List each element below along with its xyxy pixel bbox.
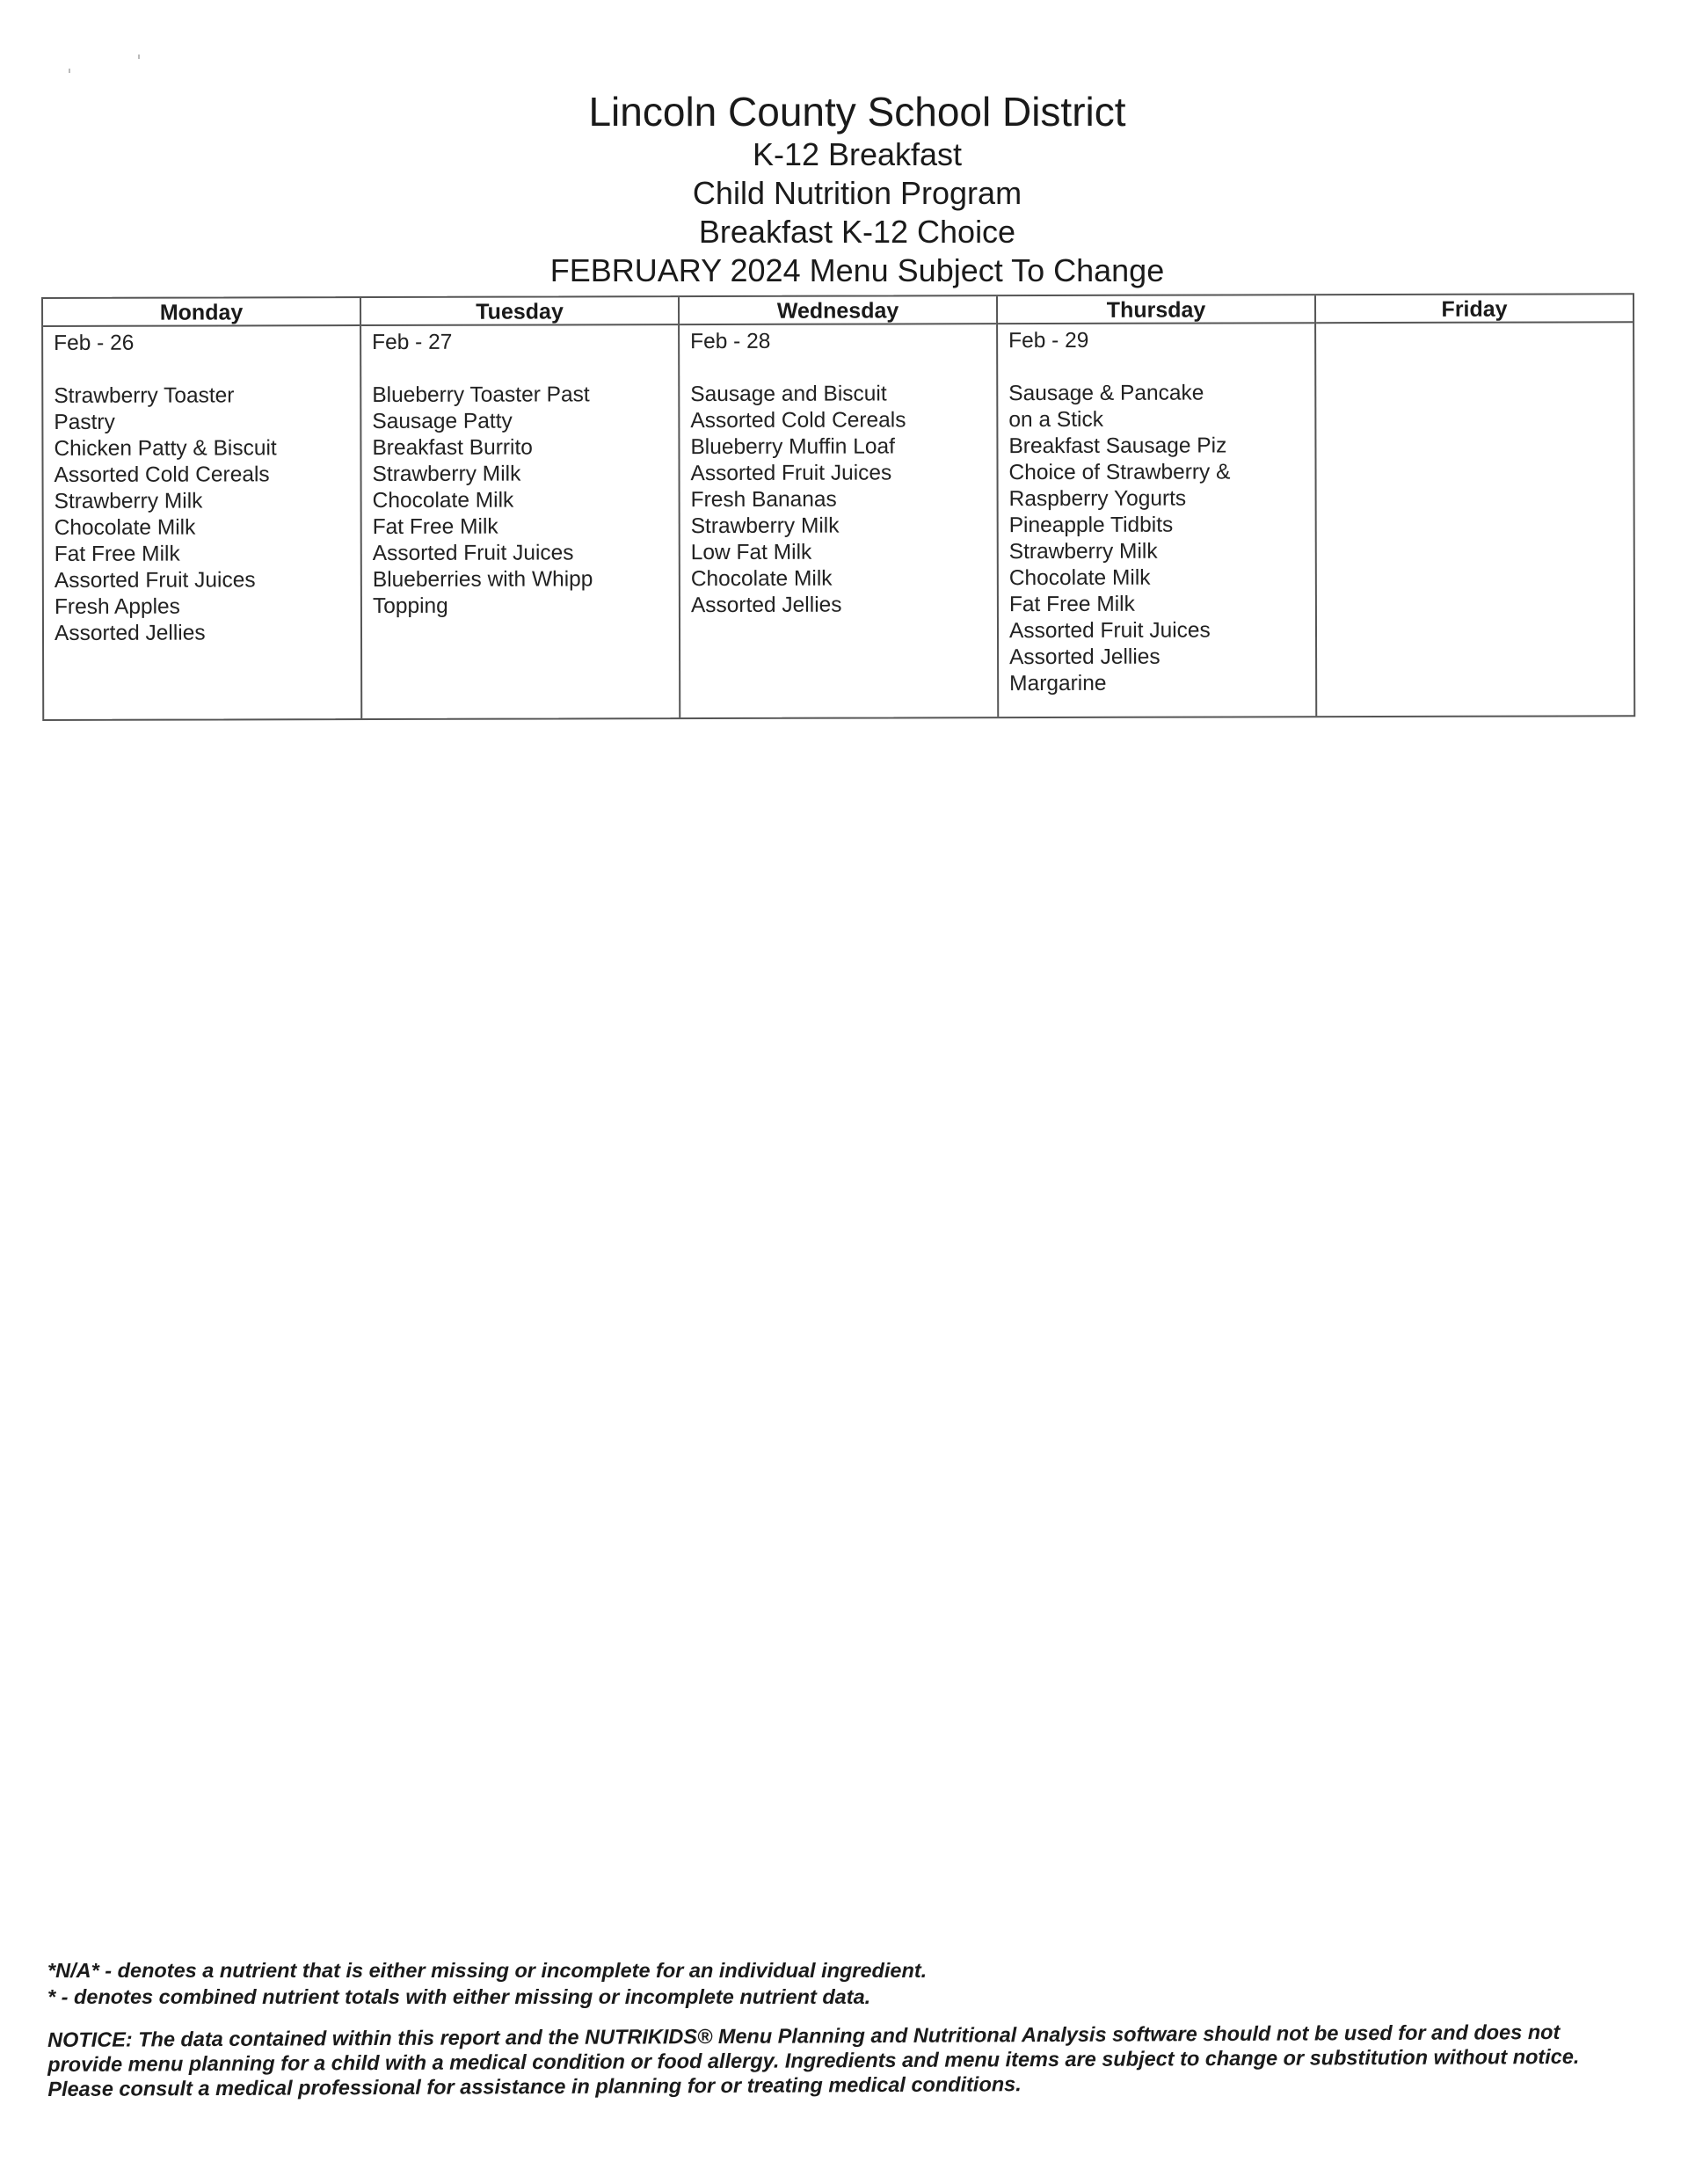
day-column-wednesday	[680, 296, 999, 717]
day-column-friday	[1316, 295, 1633, 716]
day-date	[1327, 326, 1622, 327]
menu-item: Assorted Fruit Juices	[1008, 618, 1211, 644]
day-column-thursday	[998, 295, 1317, 717]
menu-item: Sausage Patty	[372, 409, 513, 434]
menu-item: Strawberry Toaster	[54, 383, 235, 408]
program-subtitle: K-12 Breakfast	[752, 136, 963, 172]
day-header: Thursday	[998, 295, 1314, 324]
day-cell	[361, 325, 679, 620]
day-header: Friday	[1316, 295, 1633, 324]
menu-item: Strawberry Milk	[372, 462, 521, 487]
day-date: Feb - 29	[1008, 328, 1089, 353]
scan-artifact	[138, 55, 140, 59]
menu-item: Pineapple Tidbits	[1008, 513, 1174, 538]
menu-item: Pastry	[54, 410, 115, 434]
day-date: Feb - 28	[690, 329, 771, 354]
day-column-monday	[43, 298, 362, 719]
program-name: Child Nutrition Program	[692, 175, 1022, 211]
document-header	[0, 88, 1688, 290]
day-cell	[680, 324, 997, 619]
day-cell	[43, 326, 360, 647]
menu-item: Chocolate Milk	[54, 515, 196, 540]
menu-item: Assorted Fruit Juices	[372, 541, 574, 566]
document-footer	[47, 1957, 1630, 2101]
menu-item: Chocolate Milk	[1008, 565, 1151, 591]
menu-item: Assorted Jellies	[54, 621, 206, 645]
day-cell	[998, 324, 1315, 697]
menu-item: Chocolate Milk	[372, 488, 514, 513]
menu-item: Assorted Jellies	[1009, 644, 1160, 670]
menu-item: Sausage and Biscuit	[690, 382, 887, 407]
menu-item: Blueberry Muffin Loaf	[690, 434, 895, 460]
menu-item: Fat Free Milk	[54, 542, 180, 566]
day-header: Monday	[43, 298, 360, 327]
legal-notice: NOTICE: The data contained within this report and the NUTRIKIDS® Menu Planning and Nutritional Analysis software should not be used for and does not provide menu planning for a child with a medical condition or food allergy. Ingredients and menu items are subject to change or substitution without notice. Please consult a medical professional for assistance in planning for or treating medical conditions.	[47, 2020, 1580, 2100]
day-date: Feb - 26	[54, 331, 135, 355]
menu-item: Fresh Apples	[54, 594, 180, 619]
menu-item: Fat Free Milk	[1008, 592, 1135, 617]
menu-item: Fresh Bananas	[690, 487, 837, 513]
menu-item: Sausage & Pancake	[1008, 381, 1204, 406]
menu-item: Assorted Cold Cereals	[54, 462, 270, 487]
menu-item: Low Fat Milk	[690, 540, 812, 565]
menu-item: Assorted Cold Cereals	[690, 408, 906, 433]
menu-item: Strawberry Milk	[690, 513, 840, 539]
menu-type: Breakfast K-12 Choice	[698, 214, 1016, 250]
menu-item: Breakfast Burrito	[372, 435, 533, 461]
menu-item: Strawberry Milk	[1008, 539, 1158, 564]
day-cell-empty	[1316, 323, 1633, 353]
menu-item: on a Stick	[1008, 407, 1103, 433]
menu-item: Assorted Fruit Juices	[690, 461, 892, 486]
day-header: Tuesday	[361, 297, 678, 326]
menu-item: Assorted Fruit Juices	[54, 568, 256, 593]
menu-item: Assorted Jellies	[690, 593, 842, 618]
scan-artifact	[69, 69, 70, 73]
day-date: Feb - 27	[372, 330, 453, 355]
menu-month-title: FEBRUARY 2024 Menu Subject To Change	[549, 252, 1165, 288]
day-header: Wednesday	[680, 296, 996, 325]
district-title: Lincoln County School District	[588, 89, 1126, 135]
footnote-asterisk: * - denotes combined nutrient totals with either missing or incomplete nutrient data.	[47, 1985, 871, 2008]
menu-item: Strawberry Milk	[54, 489, 203, 513]
menu-item: Margarine	[1009, 671, 1107, 696]
menu-item: Breakfast Sausage Piz	[1008, 433, 1227, 459]
menu-item: Raspberry Yogurts	[1008, 486, 1187, 512]
menu-item: Blueberry Toaster Past	[372, 382, 590, 408]
footnote-na: *N/A* - denotes a nutrient that is either missing or incomplete for an individual ingredient.	[47, 1959, 928, 1982]
weekly-menu-table	[41, 293, 1635, 721]
menu-item: Chocolate Milk	[690, 566, 833, 592]
menu-item: Fat Free Milk	[372, 514, 498, 540]
menu-item: Blueberries with Whipp	[372, 567, 593, 593]
menu-item: Choice of Strawberry &	[1008, 460, 1231, 485]
menu-item: Topping	[372, 593, 448, 619]
day-column-tuesday	[361, 297, 680, 718]
menu-item: Chicken Patty & Biscuit	[54, 436, 277, 461]
